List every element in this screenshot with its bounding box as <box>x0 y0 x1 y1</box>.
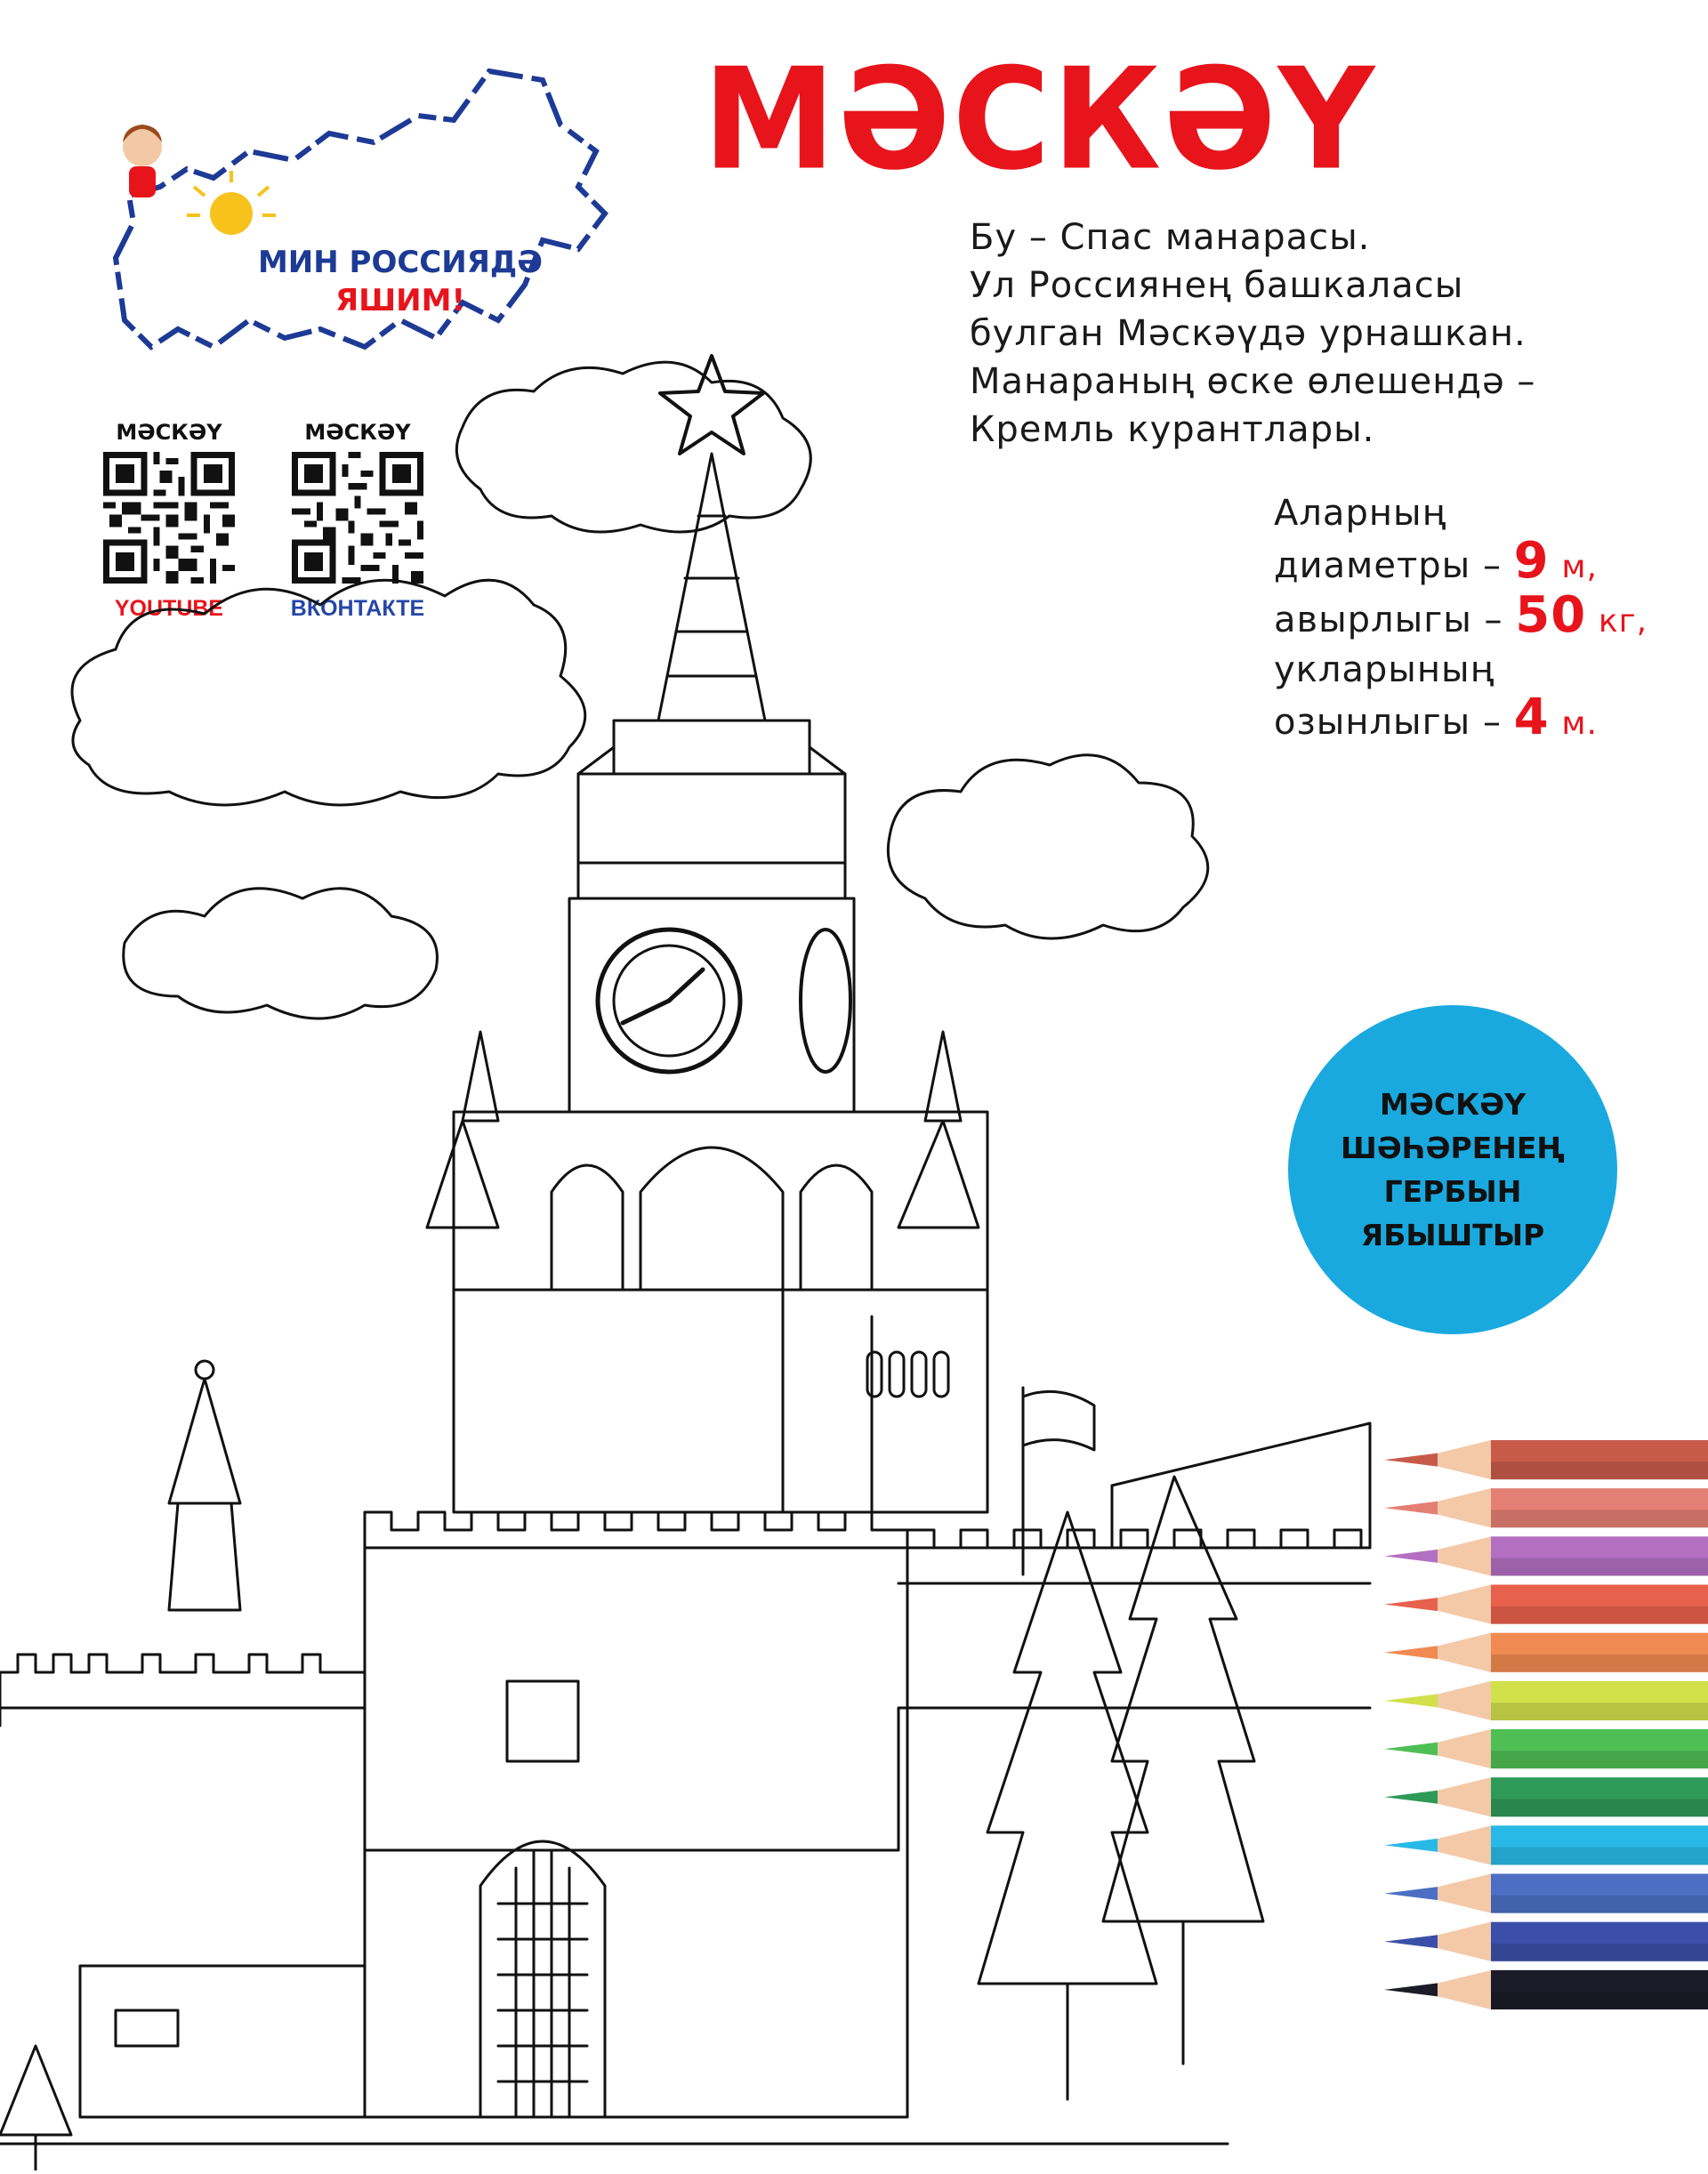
pencil-icon <box>1384 1585 1708 1624</box>
pencil-icon <box>1384 1922 1708 1961</box>
pencil-icon <box>1384 1970 1708 2009</box>
fact-label: диаметры – <box>1274 545 1502 586</box>
qr-caption: МӘСКӘҮ <box>116 420 222 445</box>
description-line: Ул Россиянең башкаласы <box>970 265 1464 306</box>
colored-pencils-icon <box>1384 1437 1708 2015</box>
cloud-icon <box>72 580 585 805</box>
qr-caption: МӘСКӘҮ <box>304 420 411 445</box>
badge-line: ГЕРБЫН <box>1383 1174 1522 1209</box>
fir-tree-icon <box>0 2046 71 2170</box>
logo <box>80 53 614 382</box>
cloud-icon <box>456 362 810 532</box>
qr-label-youtube[interactable]: YOUTUBE <box>114 596 224 621</box>
spasskaya-tower-coloring-icon <box>0 338 1388 2170</box>
badge-line: ЯБЫШТЫР <box>1360 1218 1545 1252</box>
badge-line: ШӘҺӘРЕНЕҢ <box>1341 1131 1565 1165</box>
description-line: Манараның өске өлешендә – <box>970 361 1536 402</box>
page-title: МӘСКӘҮ <box>703 38 1377 202</box>
qr-label-vkontakte[interactable]: ВКОНТАКТЕ <box>290 596 425 621</box>
pencil-icon <box>1384 1729 1708 1768</box>
fir-tree-icon <box>979 1512 1156 2099</box>
logo-text-line1: МИН РОССИЯДӘ <box>257 245 544 280</box>
pencil-icon <box>1384 1488 1708 1527</box>
cloud-icon <box>888 755 1207 938</box>
cloud-icon <box>124 889 438 1019</box>
description-line: Кремль курантлары. <box>970 409 1375 450</box>
fact-value: 9 <box>1513 532 1550 590</box>
logo-text-line2: ЯШИМ! <box>335 283 465 318</box>
pencil-icon <box>1384 1777 1708 1816</box>
pencil-icon <box>1384 1440 1708 1479</box>
facts-intro: Аларның <box>1274 493 1446 534</box>
description-line: Бу – Спас манарасы. <box>970 217 1371 258</box>
fact-hands-label: укларының <box>1274 649 1495 690</box>
fact-unit: м. <box>1561 705 1598 742</box>
fact-value: 50 <box>1515 586 1587 644</box>
pencil-icon <box>1384 1681 1708 1720</box>
pencil-icon <box>1384 1874 1708 1913</box>
pencil-icon <box>1384 1825 1708 1864</box>
russia-map-icon <box>80 53 614 382</box>
fact-value: 4 <box>1513 688 1550 746</box>
fact-unit: кг, <box>1598 603 1648 640</box>
star-icon <box>660 356 763 454</box>
pencil-icon <box>1384 1633 1708 1672</box>
description-line: булган Мәскәүдә урнашкан. <box>970 313 1527 354</box>
fact-unit: м, <box>1561 549 1598 585</box>
fact-label: авырлыгы – <box>1274 600 1503 640</box>
pencil-icon <box>1384 1536 1708 1575</box>
badge-line: МӘСКӘҮ <box>1380 1087 1526 1122</box>
fact-label: озынлыгы – <box>1274 702 1502 743</box>
